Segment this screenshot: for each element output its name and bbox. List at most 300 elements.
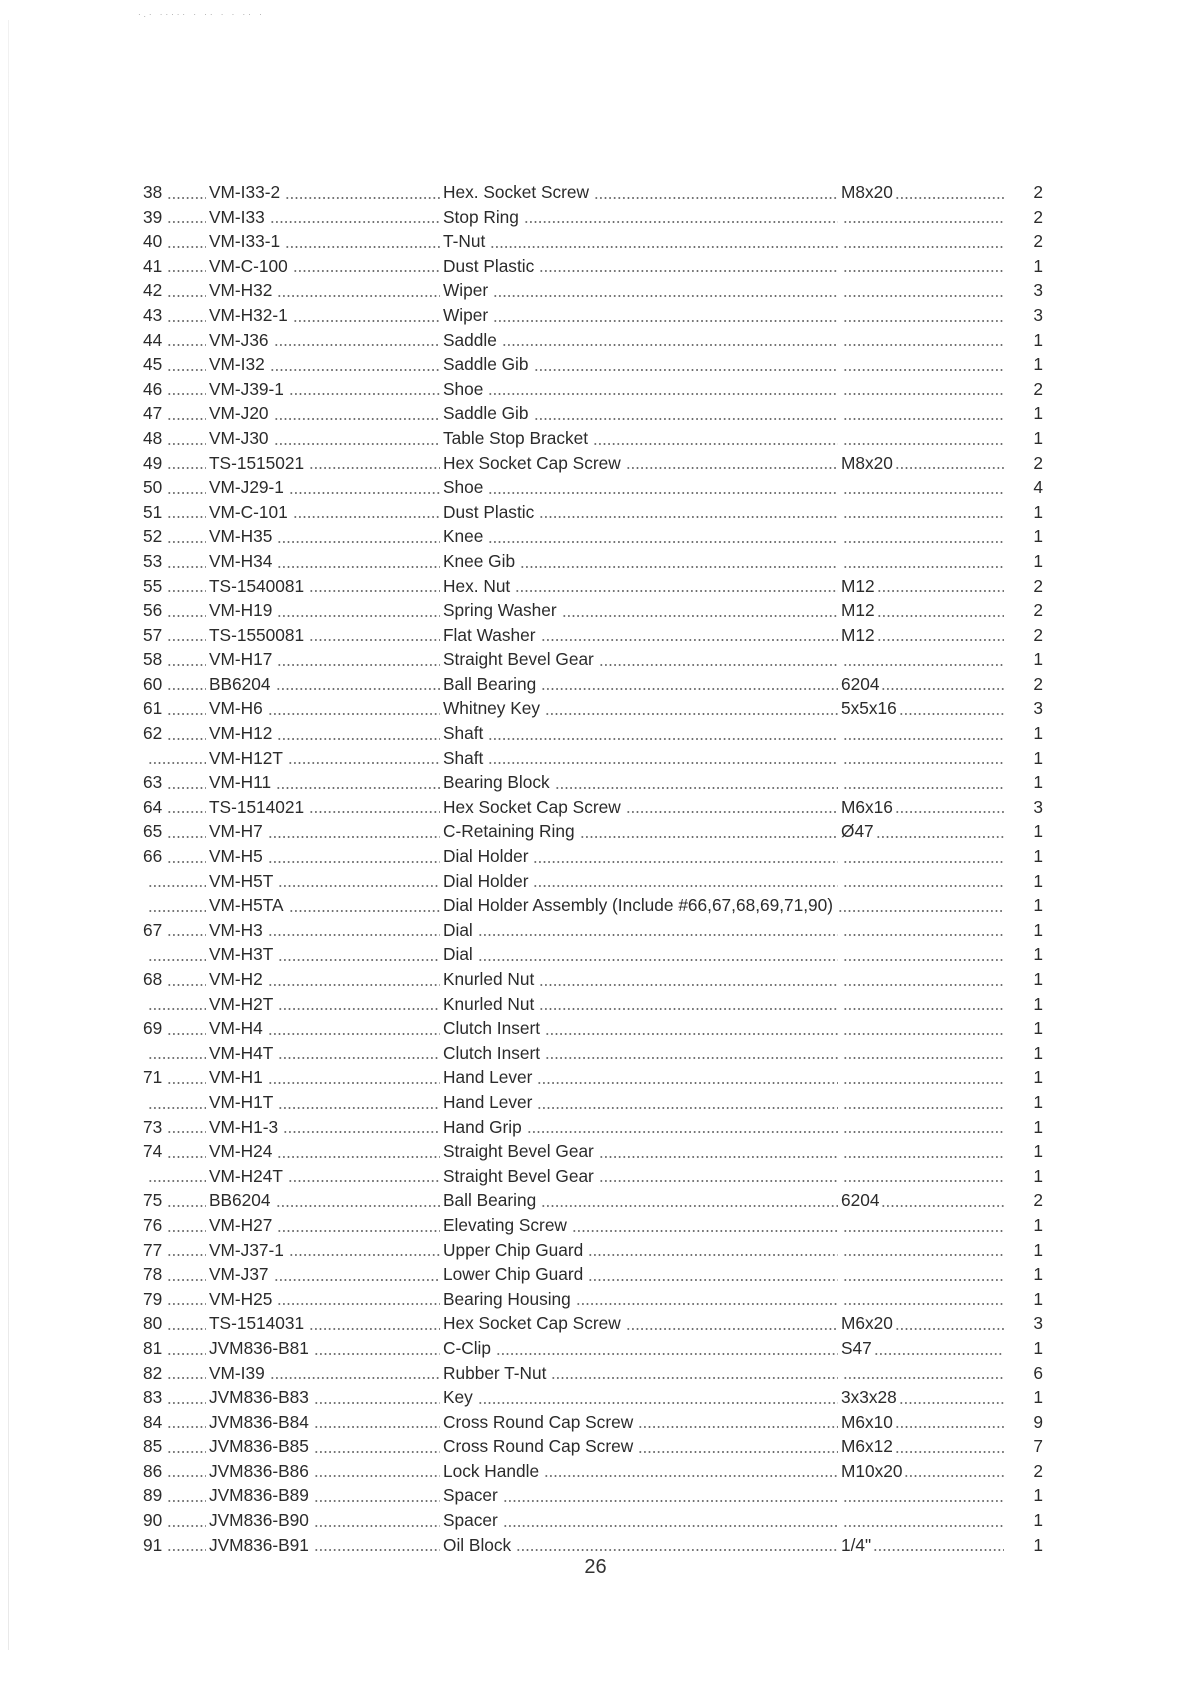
qty-cell xyxy=(1007,1434,1045,1459)
index-cell xyxy=(143,1016,209,1041)
size-cell xyxy=(841,795,1007,820)
dot-leader xyxy=(843,1254,1004,1256)
index-cell xyxy=(143,992,209,1017)
part-number: VM-I33-1 xyxy=(209,231,281,252)
dot-leader xyxy=(167,615,206,617)
item-number: 76 xyxy=(143,1214,163,1235)
dot-leader xyxy=(314,1353,440,1355)
dot-leader xyxy=(843,1107,1004,1109)
dot-leader xyxy=(270,369,440,371)
dot-leader xyxy=(167,344,206,346)
dot-leader xyxy=(167,861,206,863)
qty-cell xyxy=(1007,869,1045,894)
dot-leader xyxy=(314,1426,440,1428)
qty-cell xyxy=(1007,598,1045,623)
dot-leader xyxy=(843,1500,1004,1502)
part-cell xyxy=(209,721,443,746)
description: Straight Bevel Gear xyxy=(443,1141,594,1162)
part-cell xyxy=(209,1311,443,1336)
index-cell xyxy=(143,1483,209,1508)
quantity: 1 xyxy=(1033,870,1043,891)
dot-leader xyxy=(572,1230,838,1232)
dot-leader xyxy=(167,1451,206,1453)
dot-leader xyxy=(278,885,440,887)
table-row xyxy=(143,647,1045,672)
description: Upper Chip Guard xyxy=(443,1239,584,1260)
qty-cell xyxy=(1007,1508,1045,1533)
description: Rubber T-Nut xyxy=(443,1362,547,1383)
dot-leader xyxy=(562,615,838,617)
part-number: VM-H11 xyxy=(209,772,272,793)
index-cell xyxy=(143,1238,209,1263)
item-number: 71 xyxy=(143,1067,163,1088)
index-cell xyxy=(143,1188,209,1213)
dot-leader xyxy=(843,1156,1004,1158)
index-cell xyxy=(143,1164,209,1189)
size-cell xyxy=(841,1139,1007,1164)
table-row xyxy=(143,1361,1045,1386)
dot-leader xyxy=(488,492,838,494)
part-cell xyxy=(209,574,443,599)
part-number: VM-H6 xyxy=(209,698,263,719)
description-cell xyxy=(443,524,841,549)
dot-leader xyxy=(167,934,206,936)
size-cell xyxy=(841,770,1007,795)
part-cell xyxy=(209,918,443,943)
description: Hex Socket Cap Screw xyxy=(443,796,621,817)
dot-leader xyxy=(874,1353,1004,1355)
index-cell xyxy=(143,623,209,648)
table-row xyxy=(143,1287,1045,1312)
index-cell xyxy=(143,770,209,795)
dot-leader xyxy=(293,270,440,272)
dot-leader xyxy=(167,1549,206,1551)
size-cell xyxy=(841,1164,1007,1189)
description-cell xyxy=(443,746,841,771)
part-number: JVM836-B85 xyxy=(209,1436,309,1457)
dot-leader xyxy=(478,1402,838,1404)
index-cell xyxy=(143,549,209,574)
dot-leader xyxy=(533,885,838,887)
size-cell xyxy=(841,746,1007,771)
dot-leader xyxy=(593,443,838,445)
part-number: VM-H32 xyxy=(209,280,273,301)
dot-leader xyxy=(268,861,440,863)
dot-leader xyxy=(277,295,440,297)
qty-cell xyxy=(1007,549,1045,574)
description: Saddle xyxy=(443,329,497,350)
quantity: 1 xyxy=(1033,1067,1043,1088)
quantity: 1 xyxy=(1033,550,1043,571)
dot-leader xyxy=(843,541,1004,543)
size-cell xyxy=(841,1090,1007,1115)
quantity: 1 xyxy=(1033,1042,1043,1063)
dot-leader xyxy=(478,959,838,961)
dot-leader xyxy=(277,615,440,617)
description: Lock Handle xyxy=(443,1460,540,1481)
quantity: 2 xyxy=(1033,673,1043,694)
dot-leader xyxy=(539,516,838,518)
part-cell xyxy=(209,1262,443,1287)
part-number: VM-H1-3 xyxy=(209,1116,279,1137)
dot-leader xyxy=(488,738,838,740)
part-number: VM-H2T xyxy=(209,993,274,1014)
dot-leader xyxy=(278,959,440,961)
part-cell xyxy=(209,328,443,353)
table-row xyxy=(143,254,1045,279)
description-cell xyxy=(443,1410,841,1435)
dot-leader xyxy=(167,738,206,740)
quantity: 1 xyxy=(1033,772,1043,793)
dot-leader xyxy=(283,1131,440,1133)
table-row xyxy=(143,229,1045,254)
size-cell xyxy=(841,500,1007,525)
dot-leader xyxy=(167,295,206,297)
item-number: 66 xyxy=(143,846,163,867)
part-number: JVM836-B81 xyxy=(209,1337,309,1358)
dot-leader xyxy=(599,1156,838,1158)
description: Bearing Block xyxy=(443,772,550,793)
quantity: 1 xyxy=(1033,1141,1043,1162)
dot-leader xyxy=(148,910,206,912)
part-number: VM-I33-2 xyxy=(209,182,281,202)
index-cell xyxy=(143,1115,209,1140)
quantity: 4 xyxy=(1033,477,1043,498)
size-cell xyxy=(841,205,1007,230)
dot-leader xyxy=(167,787,206,789)
description: C-Retaining Ring xyxy=(443,821,575,842)
size-spec: 6204 xyxy=(841,1190,880,1211)
dot-leader xyxy=(539,270,838,272)
dot-leader xyxy=(515,590,838,592)
size-cell xyxy=(841,696,1007,721)
dot-leader xyxy=(588,1254,838,1256)
table-row xyxy=(143,426,1045,451)
qty-cell xyxy=(1007,574,1045,599)
part-cell xyxy=(209,303,443,328)
dot-leader xyxy=(289,1254,440,1256)
index-cell xyxy=(143,967,209,992)
index-cell xyxy=(143,451,209,476)
item-number: 57 xyxy=(143,624,163,645)
dot-leader xyxy=(167,221,206,223)
part-number: TS-1540081 xyxy=(209,575,305,596)
part-number: VM-H19 xyxy=(209,600,273,621)
quantity: 1 xyxy=(1033,1165,1043,1186)
qty-cell xyxy=(1007,1139,1045,1164)
table-row xyxy=(143,451,1045,476)
dot-leader xyxy=(167,713,206,715)
size-cell xyxy=(841,1410,1007,1435)
qty-cell xyxy=(1007,1262,1045,1287)
dot-leader xyxy=(167,1353,206,1355)
size-cell xyxy=(841,1016,1007,1041)
description-cell xyxy=(443,377,841,402)
part-number: VM-H5T xyxy=(209,870,274,891)
size-cell xyxy=(841,1188,1007,1213)
part-number: VM-H4 xyxy=(209,1018,263,1039)
index-cell xyxy=(143,180,209,205)
index-cell xyxy=(143,696,209,721)
size-cell xyxy=(841,869,1007,894)
part-cell xyxy=(209,1164,443,1189)
dot-leader xyxy=(843,787,1004,789)
size-spec: M10x20 xyxy=(841,1460,903,1481)
dot-leader xyxy=(599,1180,838,1182)
part-number: VM-H4T xyxy=(209,1042,274,1063)
item-number: 65 xyxy=(143,821,163,842)
description-cell xyxy=(443,1041,841,1066)
part-number: VM-J37 xyxy=(209,1264,269,1285)
description: Ball Bearing xyxy=(443,673,537,694)
quantity: 1 xyxy=(1033,329,1043,350)
table-row xyxy=(143,893,1045,918)
description-cell xyxy=(443,844,841,869)
part-number: VM-J39-1 xyxy=(209,378,284,399)
dot-leader xyxy=(502,344,838,346)
dot-leader xyxy=(488,393,838,395)
table-row xyxy=(143,1459,1045,1484)
quantity: 1 xyxy=(1033,846,1043,867)
quantity: 1 xyxy=(1033,255,1043,276)
qty-cell xyxy=(1007,254,1045,279)
item-number: 48 xyxy=(143,427,163,448)
size-cell xyxy=(841,1459,1007,1484)
description-cell xyxy=(443,598,841,623)
qty-cell xyxy=(1007,1115,1045,1140)
dot-leader xyxy=(148,885,206,887)
dot-leader xyxy=(270,221,440,223)
dot-leader xyxy=(167,1082,206,1084)
quantity: 1 xyxy=(1033,1485,1043,1506)
table-row xyxy=(143,598,1045,623)
dot-leader xyxy=(843,246,1004,248)
qty-cell xyxy=(1007,844,1045,869)
dot-leader xyxy=(276,1205,441,1207)
description-cell xyxy=(443,328,841,353)
item-number: 74 xyxy=(143,1141,163,1162)
item-number: 60 xyxy=(143,673,163,694)
dot-leader xyxy=(167,664,206,666)
qty-cell xyxy=(1007,1483,1045,1508)
index-cell xyxy=(143,918,209,943)
item-number: 43 xyxy=(143,304,163,325)
qty-cell xyxy=(1007,205,1045,230)
table-row xyxy=(143,475,1045,500)
quantity: 3 xyxy=(1033,304,1043,325)
dot-leader xyxy=(843,1033,1004,1035)
table-row xyxy=(143,1041,1045,1066)
size-cell xyxy=(841,1483,1007,1508)
size-spec: 6204 xyxy=(841,673,880,694)
item-number: 75 xyxy=(143,1190,163,1211)
description-cell xyxy=(443,1262,841,1287)
quantity: 1 xyxy=(1033,747,1043,768)
quantity: 3 xyxy=(1033,698,1043,719)
description: Knurled Nut xyxy=(443,969,535,989)
description-cell xyxy=(443,352,841,377)
item-number: 89 xyxy=(143,1485,163,1506)
qty-cell xyxy=(1007,1385,1045,1410)
part-number: VM-H5 xyxy=(209,846,263,867)
dot-leader xyxy=(277,664,440,666)
dot-leader xyxy=(314,1500,440,1502)
description-cell xyxy=(443,574,841,599)
dot-leader xyxy=(626,811,838,813)
description: Oil Block xyxy=(443,1534,512,1555)
size-cell xyxy=(841,647,1007,672)
dot-leader xyxy=(626,467,838,469)
part-number: VM-H3 xyxy=(209,919,263,940)
dot-leader xyxy=(277,566,440,568)
description: Table Stop Bracket xyxy=(443,427,589,448)
dot-leader xyxy=(277,1303,440,1305)
dot-leader xyxy=(167,590,206,592)
description: Saddle Gib xyxy=(443,354,529,375)
description: Hex Socket Cap Screw xyxy=(443,1313,621,1334)
dot-leader xyxy=(843,566,1004,568)
description: Dust Plastic xyxy=(443,255,535,276)
quantity: 2 xyxy=(1033,1460,1043,1481)
description: Shoe xyxy=(443,477,484,498)
dot-leader xyxy=(148,762,206,764)
size-cell xyxy=(841,1213,1007,1238)
quantity: 1 xyxy=(1033,1337,1043,1358)
quantity: 1 xyxy=(1033,993,1043,1014)
part-number: VM-H25 xyxy=(209,1288,273,1309)
dot-leader xyxy=(148,1008,206,1010)
quantity: 3 xyxy=(1033,796,1043,817)
size-spec: 3x3x28 xyxy=(841,1387,897,1408)
dot-leader xyxy=(843,1180,1004,1182)
index-cell xyxy=(143,1410,209,1435)
size-spec: 1/4" xyxy=(841,1534,872,1555)
qty-cell xyxy=(1007,303,1045,328)
quantity: 1 xyxy=(1033,354,1043,375)
dot-leader xyxy=(274,344,440,346)
dot-leader xyxy=(167,246,206,248)
item-number: 40 xyxy=(143,231,163,252)
part-cell xyxy=(209,1434,443,1459)
dot-leader xyxy=(899,713,1004,715)
description: Knee Gib xyxy=(443,550,516,571)
quantity: 2 xyxy=(1033,600,1043,621)
part-cell xyxy=(209,1508,443,1533)
index-cell xyxy=(143,500,209,525)
dot-leader xyxy=(516,1549,838,1551)
part-cell xyxy=(209,1533,443,1558)
part-cell xyxy=(209,869,443,894)
part-cell xyxy=(209,598,443,623)
dot-leader xyxy=(278,1107,440,1109)
qty-cell xyxy=(1007,1016,1045,1041)
item-number: 50 xyxy=(143,477,163,498)
part-cell xyxy=(209,1287,443,1312)
description-cell xyxy=(443,1508,841,1533)
dot-leader xyxy=(843,418,1004,420)
description-cell xyxy=(443,819,841,844)
description-cell xyxy=(443,672,841,697)
table-row xyxy=(143,1188,1045,1213)
part-cell xyxy=(209,549,443,574)
description: Stop Ring xyxy=(443,206,519,227)
table-row xyxy=(143,1016,1045,1041)
part-cell xyxy=(209,1139,443,1164)
qty-cell xyxy=(1007,746,1045,771)
dot-leader xyxy=(843,738,1004,740)
dot-leader xyxy=(904,1475,1004,1477)
part-number: VM-J30 xyxy=(209,427,269,448)
dot-leader xyxy=(895,811,1004,813)
part-cell xyxy=(209,795,443,820)
table-row xyxy=(143,524,1045,549)
dot-leader xyxy=(309,467,440,469)
description-cell xyxy=(443,1213,841,1238)
description-cell xyxy=(443,770,841,795)
dot-leader xyxy=(545,1057,838,1059)
description: Dial Holder xyxy=(443,870,529,891)
quantity: 1 xyxy=(1033,944,1043,965)
dot-leader xyxy=(537,1107,838,1109)
part-cell xyxy=(209,647,443,672)
qty-cell xyxy=(1007,352,1045,377)
qty-cell xyxy=(1007,1213,1045,1238)
description: Bearing Housing xyxy=(443,1288,571,1309)
dot-leader xyxy=(843,885,1004,887)
size-cell xyxy=(841,1336,1007,1361)
index-cell xyxy=(143,721,209,746)
index-cell xyxy=(143,475,209,500)
dot-leader xyxy=(539,1008,838,1010)
part-cell xyxy=(209,1483,443,1508)
dot-leader xyxy=(881,1205,1004,1207)
size-spec: Ø47 xyxy=(841,821,874,842)
item-number: 52 xyxy=(143,526,163,547)
size-cell xyxy=(841,1508,1007,1533)
quantity: 1 xyxy=(1033,1288,1043,1309)
table-row xyxy=(143,1164,1045,1189)
description-cell xyxy=(443,721,841,746)
item-number: 46 xyxy=(143,378,163,399)
table-row xyxy=(143,549,1045,574)
qty-cell xyxy=(1007,1533,1045,1558)
dot-leader xyxy=(288,762,440,764)
qty-cell xyxy=(1007,696,1045,721)
index-cell xyxy=(143,574,209,599)
table-row xyxy=(143,1213,1045,1238)
quantity: 1 xyxy=(1033,501,1043,522)
dot-leader xyxy=(838,910,1004,912)
size-cell xyxy=(841,942,1007,967)
description-cell xyxy=(443,451,841,476)
index-cell xyxy=(143,254,209,279)
index-cell xyxy=(143,942,209,967)
dot-leader xyxy=(167,1033,206,1035)
page-edge xyxy=(8,20,9,1650)
description: Elevating Screw xyxy=(443,1214,567,1235)
size-cell xyxy=(841,254,1007,279)
size-cell xyxy=(841,229,1007,254)
index-cell xyxy=(143,1262,209,1287)
quantity: 7 xyxy=(1033,1436,1043,1457)
part-number: VM-J20 xyxy=(209,403,269,424)
description-cell xyxy=(443,180,841,205)
qty-cell xyxy=(1007,229,1045,254)
table-row xyxy=(143,844,1045,869)
description: Dial Holder xyxy=(443,846,529,867)
part-number: TS-1515021 xyxy=(209,452,305,473)
qty-cell xyxy=(1007,1238,1045,1263)
